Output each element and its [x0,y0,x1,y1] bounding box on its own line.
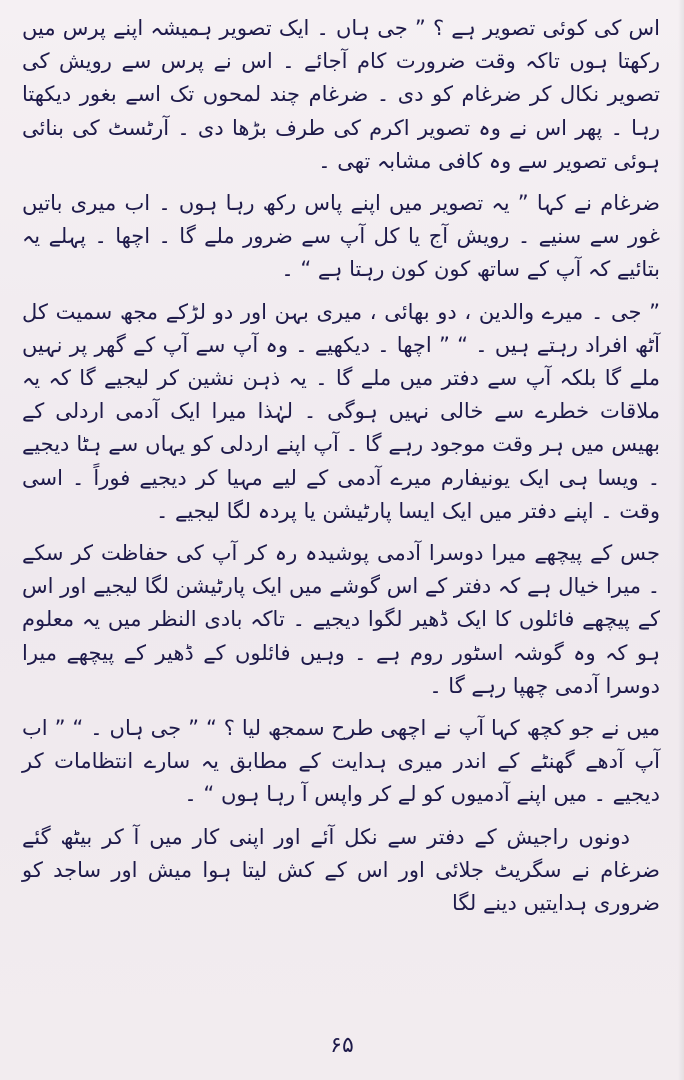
paragraph-4: جس کے پیچھے میرا دوسرا آدمی پوشیدہ رہ کر آپ کی حفاظت کر سکے ۔ میرا خیال ہے کہ دفتر کے اس گوشے میں ایک پارٹیشن لگا لیجیے اور اس کے پیچھے فائلوں کا ایک ڈھیر لگوا دیجیے ۔ تاکہ بادی النظر میں یہ معلوم ہو کہ وہ گوشہ اسٹور روم ہے ۔ وہیں فائلوں کے ڈھیر کے پیچھے میرا دوسرا آدمی چھپا رہے گا ۔ [22,541,660,698]
paragraph-1: اس کی کوئی تصویر ہے ؟ ” جی ہاں ۔ ایک تصویر ہمیشہ اپنے پرس میں رکھتا ہوں تاکہ وقت ضرورت کام آجائے ۔ اس نے پرس سے رویش کی تصویر نکال کر ضرغام کو دی ۔ ضرغام چند لمحوں تک اسے بغور دیکھتا رہا ۔ پھر اس نے وہ تصویر اکرم کی طرف بڑھا دی ۔ آرٹسٹ کی بنائی ہوئی تصویر سے وہ کافی مشابہ تھی ۔ [22,16,660,173]
paragraph-2: ضرغام نے کہا ” یہ تصویر میں اپنے پاس رکھ رہا ہوں ۔ اب میری باتیں غور سے سنیے ۔ رویش آج یا کل آپ سے ضرور ملے گا ۔ اچھا ۔ پہلے یہ بتائیے کہ آپ کے ساتھ کون کون رہتا ہے “ ۔ [22,191,660,282]
paragraph-6: دونوں راجیش کے دفتر سے نکل آئے اور اپنی کار میں آ کر بیٹھ گئے ضرغام نے سگریٹ جلائی اور اس کے کش لیتا ہوا میش اور ساجد کو ضروری ہدایتیں دینے لگا [22,824,660,916]
paragraph-3: ” جی ۔ میرے والدین ، دو بھائی ، میری بہن اور دو لڑکے مجھ سمیت کل آٹھ افراد رہتے ہیں ۔ “ ” اچھا ۔ دیکھیے ۔ وہ آپ سے آپ کے گھر پر نہیں ملے گا بلکہ آپ سے دفتر میں ملے گا ۔ یہ ذہن نشین کر لیجیے گا کہ یہ ملاقات خطرے سے خالی نہیں ہوگی ۔ لہٰذا میرا ایک آدمی اردلی کے بھیس میں ہر وقت موجود رہے گا ۔ آپ اپنے اردلی کو یہاں سے ہٹا دیجیے ۔ ویسا ہی ایک یونیفارم میرے آدمی کے لیے مہیا کر دیجیے فوراً ۔ اسی وقت ۔ اپنے دفتر میں ایک ایسا پارٹیشن یا پردہ لگا لیجیے ۔ [22,299,660,523]
page-edge-shadow [678,0,684,1080]
paragraph-5: میں نے جو کچھ کہا آپ نے اچھی طرح سمجھ لیا ؟ “ ” جی ہاں ۔ “ ” اب آپ آدھے گھنٹے کے اندر میری ہدایت کے مطابق یہ سارے انتظامات کر دیجیے ۔ میں اپنے آدمیوں کو لے کر واپس آ رہا ہوں “ ۔ [22,716,660,807]
page-body-text [22,12,660,929]
page-number: ۶۵ [330,1033,354,1058]
